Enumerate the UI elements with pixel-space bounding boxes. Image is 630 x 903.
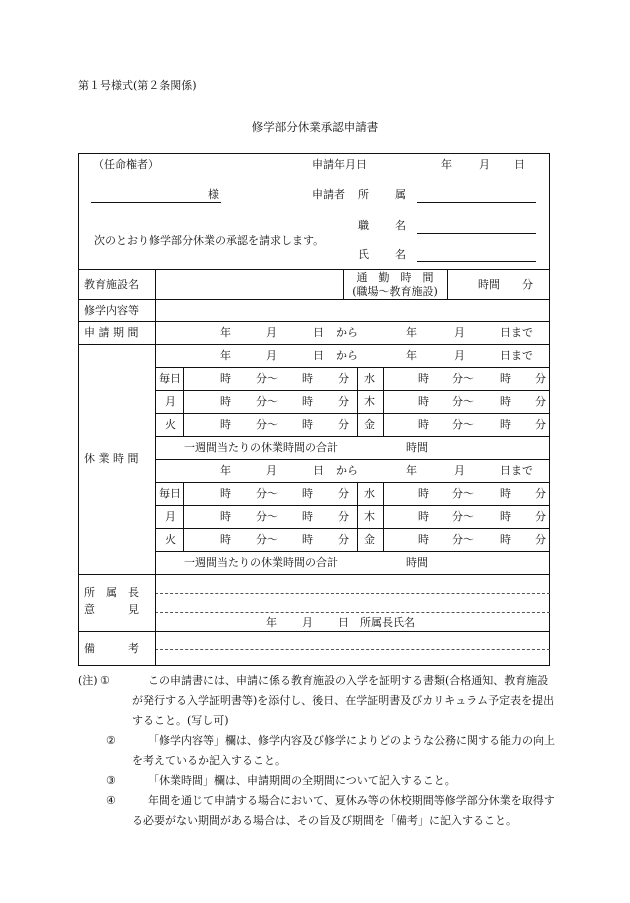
name-label-a: 氏 <box>358 248 369 261</box>
block2-day-label-wed: 水 <box>364 487 375 500</box>
time-min-tilde: 分～ <box>256 372 278 385</box>
block2-month: 月 <box>266 464 277 477</box>
block1-month: 月 <box>266 349 277 362</box>
block2-day-label-mon: 月 <box>165 510 176 523</box>
date-day: 日 <box>514 158 525 171</box>
period-month-2: 月 <box>454 326 465 339</box>
time-hour: 時 <box>220 372 231 385</box>
block2-until: 日まで <box>500 464 533 477</box>
period-from: から <box>336 326 358 339</box>
time-hour: 時 <box>418 418 429 431</box>
time-hour: 時 <box>500 418 511 431</box>
time-min: 分 <box>338 510 349 523</box>
time-hour: 時 <box>302 418 313 431</box>
name-label-b: 名 <box>395 248 406 261</box>
time-min: 分 <box>535 533 546 546</box>
time-min: 分 <box>535 372 546 385</box>
block1-day-label-thu: 木 <box>364 395 375 408</box>
column-divider <box>447 269 448 299</box>
position-field-line <box>417 233 536 234</box>
time-min: 分 <box>338 395 349 408</box>
remarks-label: 備 考 <box>84 642 139 655</box>
row-divider <box>155 367 550 368</box>
row-divider <box>78 344 550 345</box>
time-min: 分 <box>535 418 546 431</box>
notes-prefix: (注) <box>78 674 98 687</box>
block1-until: 日まで <box>500 349 533 362</box>
block2-day-label-tue: 火 <box>165 533 176 546</box>
block2-month-2: 月 <box>454 464 465 477</box>
time-min: 分 <box>338 487 349 500</box>
row-divider <box>155 482 550 483</box>
block2-day: 日 <box>313 464 324 477</box>
row-divider <box>155 459 550 460</box>
note-2 <box>78 731 558 771</box>
commute-time-sublabel: (職場～教育施設) <box>352 285 438 298</box>
time-min: 分 <box>535 395 546 408</box>
commute-time-value: 時間 分 <box>478 278 533 291</box>
block2-from: から <box>336 464 358 477</box>
head-sign-day: 日 <box>338 616 349 629</box>
time-hour: 時 <box>220 418 231 431</box>
block1-day-label-mon: 月 <box>165 395 176 408</box>
head-opinion-label-a: 所 属 長 <box>84 586 139 599</box>
name-field-line <box>417 261 536 262</box>
column-divider <box>183 482 184 551</box>
time-min-tilde: 分～ <box>452 533 474 546</box>
time-hour: 時 <box>500 487 511 500</box>
time-min-tilde: 分～ <box>256 487 278 500</box>
head-name-label: 所属長氏名 <box>360 616 415 629</box>
row-divider <box>155 390 550 391</box>
time-min: 分 <box>535 487 546 500</box>
row-divider <box>155 505 550 506</box>
period-year: 年 <box>220 326 231 339</box>
time-hour: 時 <box>418 372 429 385</box>
leave-time-label: 休 業 時 間 <box>84 452 139 465</box>
note-3-text: 「休業時間」欄は、申請期間の全期間について記入すること。 <box>148 774 456 787</box>
time-min: 分 <box>338 372 349 385</box>
note-2-text: 「修学内容等」欄は、修学内容及び修学によりどのような公務に関する能力の向上を考えているか記入すること。 <box>132 734 555 767</box>
block2-year-2: 年 <box>406 464 417 477</box>
application-form-table <box>78 153 550 666</box>
time-hour: 時 <box>418 487 429 500</box>
period-until: 日まで <box>500 326 533 339</box>
note-2-mark: ② <box>106 734 116 747</box>
time-min-tilde: 分～ <box>256 510 278 523</box>
notes-section <box>78 671 558 831</box>
block1-from: から <box>336 349 358 362</box>
position-label-a: 職 <box>358 219 369 232</box>
time-min: 分 <box>535 510 546 523</box>
time-hour: 時 <box>220 487 231 500</box>
time-min-tilde: 分～ <box>452 418 474 431</box>
row-divider <box>155 436 550 437</box>
applicant-label: 申請者 <box>312 188 345 201</box>
document-title: 修学部分休業承認申請書 <box>251 120 379 134</box>
time-min-tilde: 分～ <box>256 533 278 546</box>
application-date-label: 申請年月日 <box>312 158 367 171</box>
row-divider <box>155 413 550 414</box>
application-period-label: 申 請 期 間 <box>84 326 139 339</box>
study-content-label: 修学内容等 <box>84 304 139 317</box>
time-hour: 時 <box>220 533 231 546</box>
row-divider <box>155 528 550 529</box>
note-1-text: この申請書には、申請に係る教育施設の入学を証明する書類(合格通知、教育施設が発行する入学証明書等)を添付し、後日、在学証明書及びカリキュラム予定表を提出すること。(写し可) <box>132 674 555 727</box>
time-min-tilde: 分～ <box>452 372 474 385</box>
time-hour: 時 <box>220 510 231 523</box>
appointer-label: （任命権者） <box>93 158 159 171</box>
head-opinion-label-b: 意 見 <box>84 603 139 616</box>
period-day: 日 <box>313 326 324 339</box>
institution-label: 教育施設名 <box>84 278 139 291</box>
request-statement: 次のとおり修学部分休業の承認を請求します。 <box>94 234 325 247</box>
row-divider <box>155 551 550 552</box>
time-hour: 時 <box>500 510 511 523</box>
note-4-text: 年間を通じて申請する場合において、夏休み等の休校期間等修学部分休業を取得する必要がない期間がある場合は、その旨及び期間を「備考」に記入すること。 <box>132 794 555 827</box>
affiliation-label-b: 属 <box>395 188 406 201</box>
affiliation-field-line <box>417 202 536 203</box>
time-hour: 時 <box>220 395 231 408</box>
head-sign-month: 月 <box>302 616 313 629</box>
note-1-mark: ① <box>100 674 110 687</box>
row-divider <box>78 299 550 300</box>
row-divider <box>78 269 550 270</box>
column-divider <box>383 367 384 436</box>
dashed-line <box>155 593 550 594</box>
row-divider <box>78 321 550 322</box>
time-min-tilde: 分～ <box>452 395 474 408</box>
time-hour: 時 <box>302 395 313 408</box>
block2-day-label-fri: 金 <box>364 533 375 546</box>
period-month: 月 <box>266 326 277 339</box>
column-divider <box>183 367 184 436</box>
appointer-name-line <box>91 202 221 203</box>
form-number-label: 第１号様式(第２条関係) <box>78 79 197 92</box>
time-hour: 時 <box>418 510 429 523</box>
time-hour: 時 <box>418 395 429 408</box>
note-3-mark: ③ <box>106 774 116 787</box>
head-sign-year: 年 <box>266 616 277 629</box>
time-hour: 時 <box>418 533 429 546</box>
time-min-tilde: 分～ <box>452 487 474 500</box>
date-year: 年 <box>441 158 452 171</box>
time-min-tilde: 分～ <box>256 395 278 408</box>
note-1 <box>78 671 558 731</box>
time-hour: 時 <box>500 372 511 385</box>
block1-month-2: 月 <box>454 349 465 362</box>
column-divider <box>155 269 156 666</box>
column-divider <box>357 367 358 436</box>
position-label-b: 名 <box>395 219 406 232</box>
block1-year: 年 <box>220 349 231 362</box>
affiliation-label-a: 所 <box>358 188 369 201</box>
block2-day-label-thu: 木 <box>364 510 375 523</box>
time-min: 分 <box>338 418 349 431</box>
block1-day: 日 <box>313 349 324 362</box>
note-4-mark: ④ <box>106 794 116 807</box>
date-month: 月 <box>479 158 490 171</box>
dashed-line <box>155 612 550 613</box>
time-hour: 時 <box>302 487 313 500</box>
block1-weekly-total-unit: 時間 <box>406 441 428 454</box>
block1-day-label-wed: 水 <box>364 372 375 385</box>
time-min-tilde: 分～ <box>452 510 474 523</box>
dashed-line <box>155 649 550 650</box>
block1-day-label-fri: 金 <box>364 418 375 431</box>
commute-time-label: 通 勤 時 間 <box>356 271 434 284</box>
time-hour: 時 <box>302 372 313 385</box>
time-hour: 時 <box>302 533 313 546</box>
time-min: 分 <box>338 533 349 546</box>
time-hour: 時 <box>500 533 511 546</box>
row-divider <box>78 574 550 575</box>
block2-day-label-everyday: 毎日 <box>159 487 181 500</box>
block2-year: 年 <box>220 464 231 477</box>
block1-year-2: 年 <box>406 349 417 362</box>
block2-weekly-total-unit: 時間 <box>406 556 428 569</box>
block1-weekly-total-label: 一週間当たりの休業時間の合計 <box>184 441 338 454</box>
time-min-tilde: 分～ <box>256 418 278 431</box>
honorific-sama: 様 <box>208 188 219 201</box>
block1-day-label-everyday: 毎日 <box>159 372 181 385</box>
column-divider <box>383 482 384 551</box>
period-year-2: 年 <box>406 326 417 339</box>
note-3 <box>78 771 558 791</box>
time-hour: 時 <box>500 395 511 408</box>
note-4 <box>78 791 558 831</box>
column-divider <box>357 482 358 551</box>
time-hour: 時 <box>302 510 313 523</box>
block2-weekly-total-label: 一週間当たりの休業時間の合計 <box>184 556 338 569</box>
block1-day-label-tue: 火 <box>165 418 176 431</box>
row-divider <box>78 631 550 632</box>
